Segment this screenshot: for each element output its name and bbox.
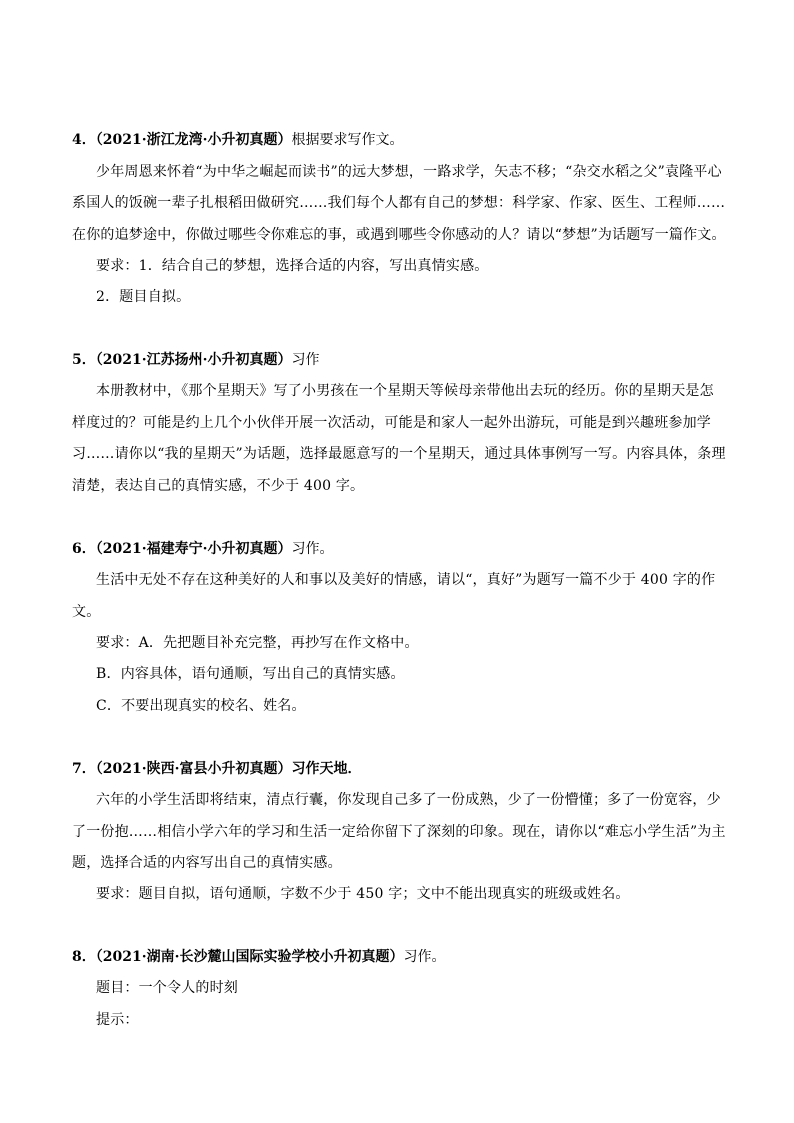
question-source-tag: （2021·陕西·富县小升初真题） [95,761,292,777]
question-number: 4． [72,132,96,148]
question-instruction: 习作。 [403,949,446,965]
question-7-title [72,759,361,779]
question-6-requirement: B．内容具体，语句通顺，写出自己的真情实感。 [96,666,405,682]
question-6-requirement: 要求：A．先把题目补充完整，再抄写在作文格中。 [96,635,419,651]
question-4-requirement: 2．题目自拟。 [96,289,191,305]
question-8-hint-label: 提示： [96,1012,139,1028]
question-number: 8． [72,949,96,965]
question-source-tag: （2021·福建寿宁·小升初真题） [95,541,292,557]
question-7-line: 了一份抱……相信小学六年的学习和生活一定给你留下了深刻的印象。现在，请你以“难忘小学生活”为主 [72,824,726,840]
question-6-line: 文。 [72,604,101,620]
question-6-line: 生活中无处不存在这种美好的人和事以及美好的情感，请以“，真好”为题写一篇不少于 400 字的作 [96,572,716,588]
question-4-requirement: 要求：1．结合自己的梦想，选择合适的内容，写出真情实感。 [96,258,489,274]
question-number: 6． [72,541,96,557]
question-7-requirement: 要求：题目自拟，语句通顺，字数不少于 450 字；文中不能出现真实的班级或姓名。 [96,886,630,902]
question-8-title [72,947,445,967]
question-8-topic: 题目：一个令人的时刻 [96,980,238,996]
question-source-tag: （2021·湖南·长沙麓山国际实验学校小升初真题） [95,949,404,965]
question-4-line: 系国人的饭碗一辈子扎根稻田做研究……我们每个人都有自己的梦想：科学家、作家、医生、工程师…… [72,195,726,211]
question-6-title [72,539,333,559]
question-instruction: 根据要求写作文。 [291,132,404,148]
question-4-title [72,130,403,150]
question-5-line: 清楚，表达自己的真情实感，不少于 400 字。 [72,478,365,494]
question-number: 5． [72,352,96,368]
question-7-line: 题，选择合适的内容写出自己的真情实感。 [72,855,342,871]
question-4-line: 在你的追梦途中，你做过哪些令你难忘的事，或遇到哪些令你感动的人？请以“梦想”为话题写一篇作文。 [72,227,726,243]
question-4-line: 少年周恩来怀着“为中华之崛起而读书”的远大梦想，一路求学，矢志不移；“杂交水稻之父”袁隆平心 [96,164,722,180]
question-5-title [72,350,319,370]
question-6-requirement: C．不要出现真实的校名、姓名。 [96,698,306,714]
question-5-line: 样度过的？可能是约上几个小伙伴开展一次活动，可能是和家人一起外出游玩，可能是到兴趣班参加学 [72,415,711,431]
question-5-line: 本册教材中，《那个星期天》写了小男孩在一个星期天等候母亲带他出去玩的经历。你的星期天是怎 [96,383,714,399]
question-source-tag: （2021·江苏扬州·小升初真题） [95,352,292,368]
question-number: 7． [72,761,96,777]
question-7-line: 六年的小学生活即将结束，清点行囊，你发现自己多了一份成熟，少了一份懵懂；多了一份宽容，少 [96,792,721,808]
question-instruction: 习作 [291,352,320,368]
question-5-line: 习……请你以“我的星期天”为话题，选择最愿意写的一个星期天，通过具体事例写一写。内容具体，条理 [72,446,726,462]
question-source-tag: （2021·浙江龙湾·小升初真题） [95,132,292,148]
question-instruction: 习作。 [291,541,334,557]
question-instruction: 习作天地． [291,761,362,777]
